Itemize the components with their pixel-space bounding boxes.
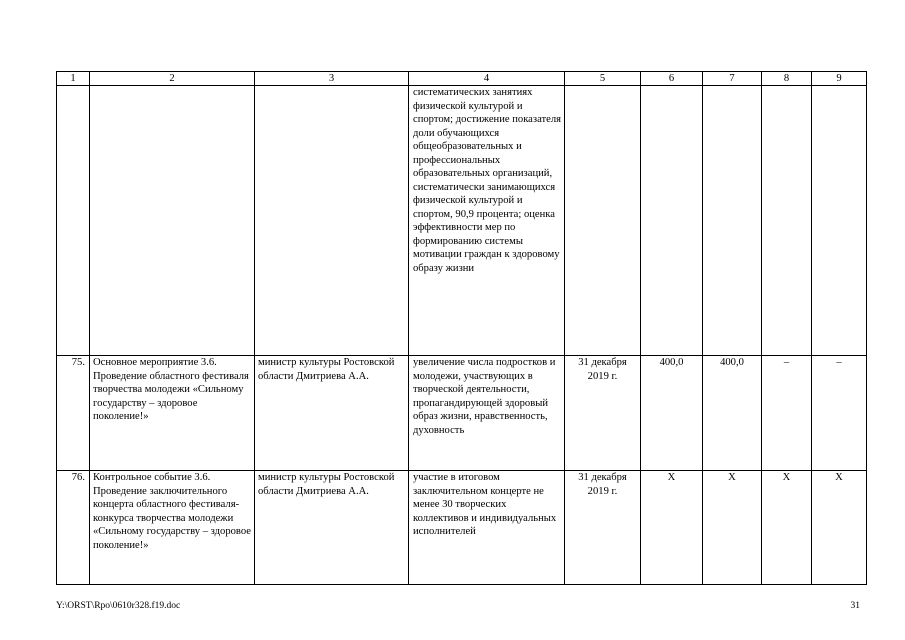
document-table	[56, 71, 867, 585]
value-cell: 400,0	[641, 356, 703, 471]
row-number-cell: 75.	[57, 356, 90, 471]
executor-cell: министр культуры Ростовской области Дмитриева А.А.	[255, 471, 409, 585]
event-name-cell: Основное мероприятие 3.6. Проведение областного фестиваля творчества молодежи «Сильному государству – здоровое поколение!»	[90, 356, 255, 471]
table-cell	[57, 86, 90, 356]
header-cell: 7	[703, 72, 762, 86]
table-row-continuation	[57, 86, 867, 356]
header-cell: 9	[812, 72, 867, 86]
page-number: 31	[850, 601, 860, 611]
footer-file-path: Y:\ORST\Rpo\0610r328.f19.doc	[56, 601, 181, 611]
row-number-cell: 76.	[57, 471, 90, 585]
table-row	[57, 471, 867, 585]
table-cell	[255, 86, 409, 356]
value-cell: –	[812, 356, 867, 471]
value-cell: Х	[641, 471, 703, 585]
header-cell: 4	[409, 72, 565, 86]
header-cell: 6	[641, 72, 703, 86]
date-cell: 31 декабря 2019 г.	[565, 471, 641, 585]
header-cell: 1	[57, 72, 90, 86]
value-cell: Х	[703, 471, 762, 585]
executor-cell: министр культуры Ростовской области Дмитриева А.А.	[255, 356, 409, 471]
table-header-row	[57, 72, 867, 86]
header-cell: 5	[565, 72, 641, 86]
value-cell: –	[762, 356, 812, 471]
table-cell	[565, 86, 641, 356]
table-cell	[90, 86, 255, 356]
value-cell: Х	[762, 471, 812, 585]
table-row	[57, 356, 867, 471]
table-cell	[641, 86, 703, 356]
result-cell: систематических занятиях физической культурой и спортом; достижение показателя доли обучающихся общеобразовательных и профессиональных образовательных организаций, систематически занимающихся физической культурой и спортом, 90,9 процента; оценка эффективности мер по формированию системы мотивации граждан к здоровому образу жизни	[409, 86, 565, 356]
value-cell: Х	[812, 471, 867, 585]
header-cell: 3	[255, 72, 409, 86]
result-cell: увеличение числа подростков и молодежи, участвующих в творческой деятельности, пропагандирующей здоровый образ жизни, нравственность, духовность	[409, 356, 565, 471]
table-cell	[703, 86, 762, 356]
table-cell	[762, 86, 812, 356]
result-cell: участие в итоговом заключительном концерте не менее 30 творческих коллективов и индивидуальных исполнителей	[409, 471, 565, 585]
date-cell: 31 декабря 2019 г.	[565, 356, 641, 471]
header-cell: 2	[90, 72, 255, 86]
header-cell: 8	[762, 72, 812, 86]
value-cell: 400,0	[703, 356, 762, 471]
table-cell	[812, 86, 867, 356]
event-name-cell: Контрольное событие 3.6. Проведение заключительного концерта областного фестиваля-конкурса творчества молодежи «Сильному государству – здоровое поколение!»	[90, 471, 255, 585]
